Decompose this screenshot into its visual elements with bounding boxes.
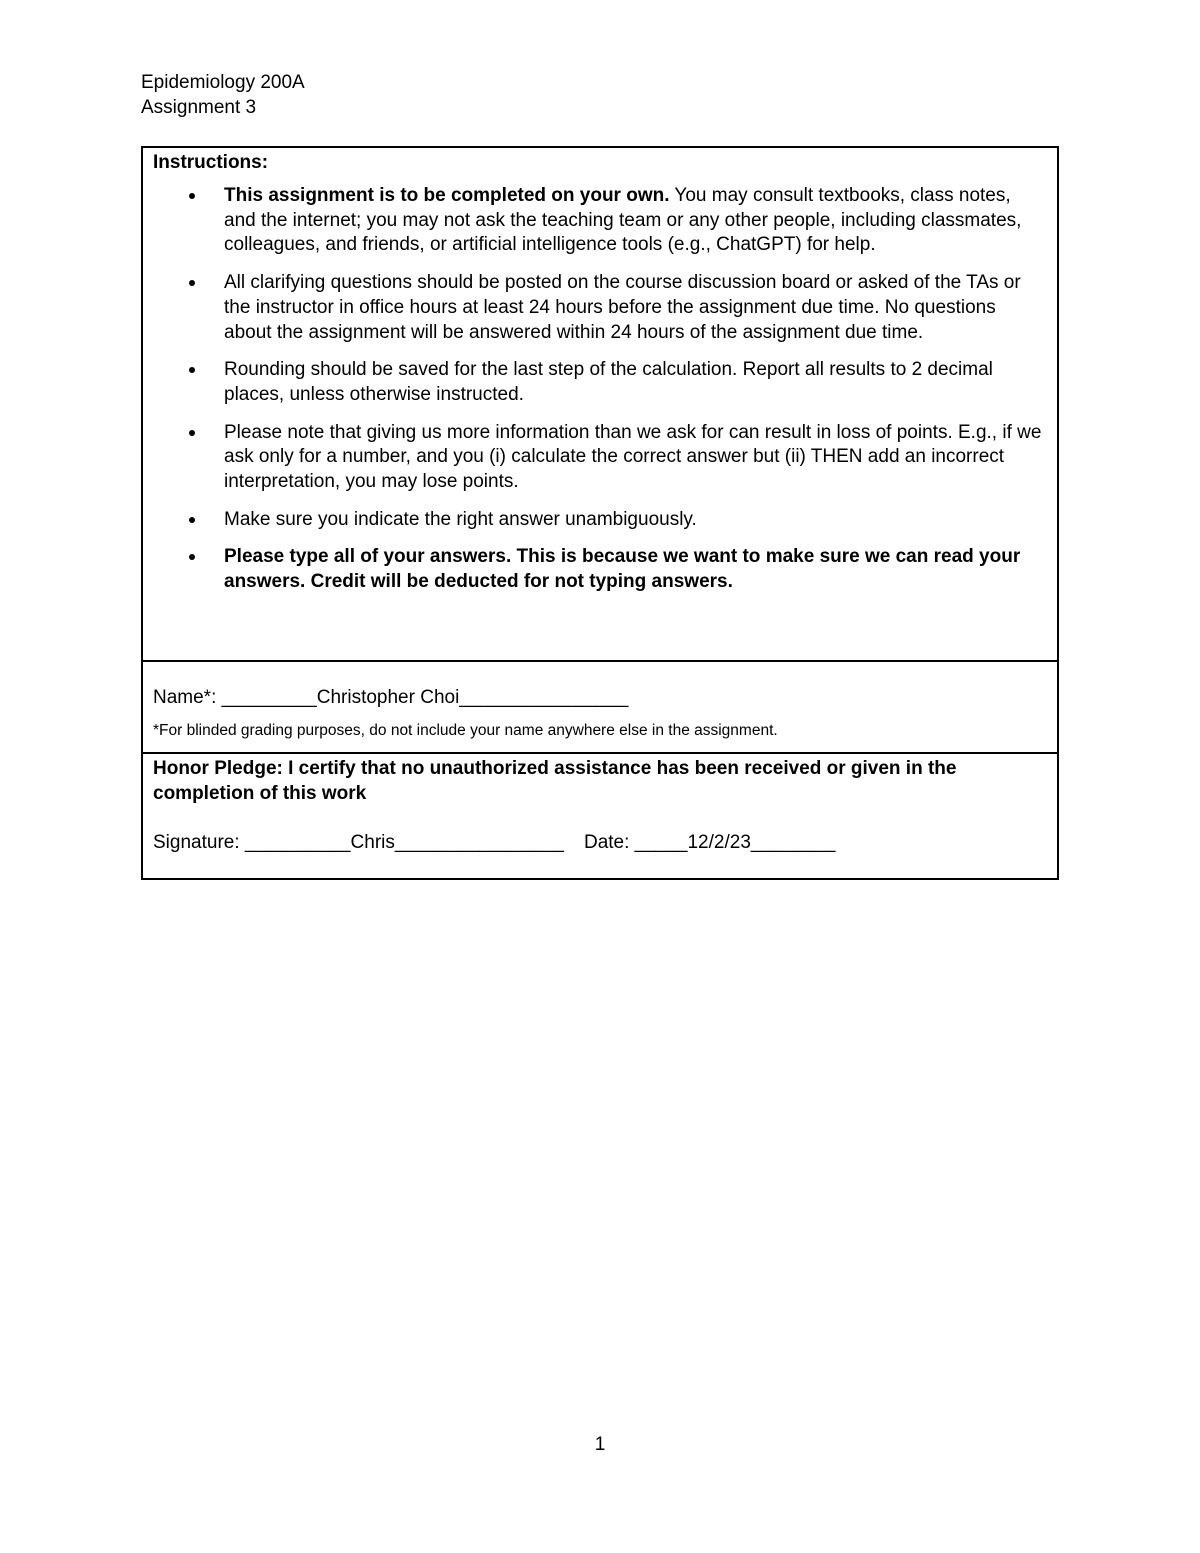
course-title: Epidemiology 200A [141,72,305,93]
page-number: 1 [594,1434,606,1455]
bullet-icon [189,280,195,286]
instruction-text: Please note that giving us more information than we ask for can result in loss of points. E.g., if we ask only for a number, and you (i) calculate the correct answer but (ii) THEN add an incorrect interpretation, you may lose points. [224,421,1042,493]
instruction-item [153,184,1043,258]
instruction-text: Make sure you indicate the right answer unambiguously. [224,508,697,530]
bullet-icon [189,554,195,560]
instruction-text: Rounding should be saved for the last step of the calculation. Report all results to 2 decimal places, unless otherwise instructed. [224,359,993,405]
instruction-item [153,358,1043,407]
instruction-item [153,545,1043,594]
instruction-bold-text: This assignment is to be completed on your own. [224,185,670,206]
instruction-text: All clarifying questions should be posted on the course discussion board or asked of the TAs or the instructor in office hours at least 24 hours before the assignment due time. No questions about the assignment will be answered within 24 hours of the assignment due time. [224,272,1021,343]
bullet-icon [189,193,195,199]
date-field: Date: _____12/2/23________ [583,832,836,853]
bullet-icon [189,367,195,373]
honor-pledge-section [143,754,1057,878]
instruction-item [153,421,1043,495]
bullet-icon [189,517,195,523]
signature-line [153,831,1043,855]
instruction-bold-text: Please type all of your answers. This is because we want to make sure we can read your answers. Credit will be deducted for not typing answers. [224,546,1021,593]
instruction-item [153,508,1043,533]
assignment-title: Assignment 3 [141,97,257,118]
signature-field: Signature: __________Chris________________ [153,832,564,853]
honor-pledge-text: Honor Pledge: I certify that no unauthorized assistance has been received or given in the completion of this work [153,758,957,804]
cover-table [141,146,1059,880]
bullet-icon [189,430,195,436]
instructions-title: Instructions: [153,152,269,173]
instructions-list [153,184,1043,595]
name-note: *For blinded grading purposes, do not include your name anywhere else in the assignment. [153,722,778,739]
document-header [141,70,305,120]
instruction-item [153,271,1043,345]
instructions-section [143,148,1057,662]
name-section [143,662,1057,754]
name-field: Name*: _________Christopher Choi________________ [153,687,629,708]
instruction-text: You may consult textbooks, class notes, and the internet; you may not ask the teaching team or any other people, including classmates, colleagues, and friends, or artificial intelligence tools (e.g., ChatGPT) for help. [224,185,1022,256]
